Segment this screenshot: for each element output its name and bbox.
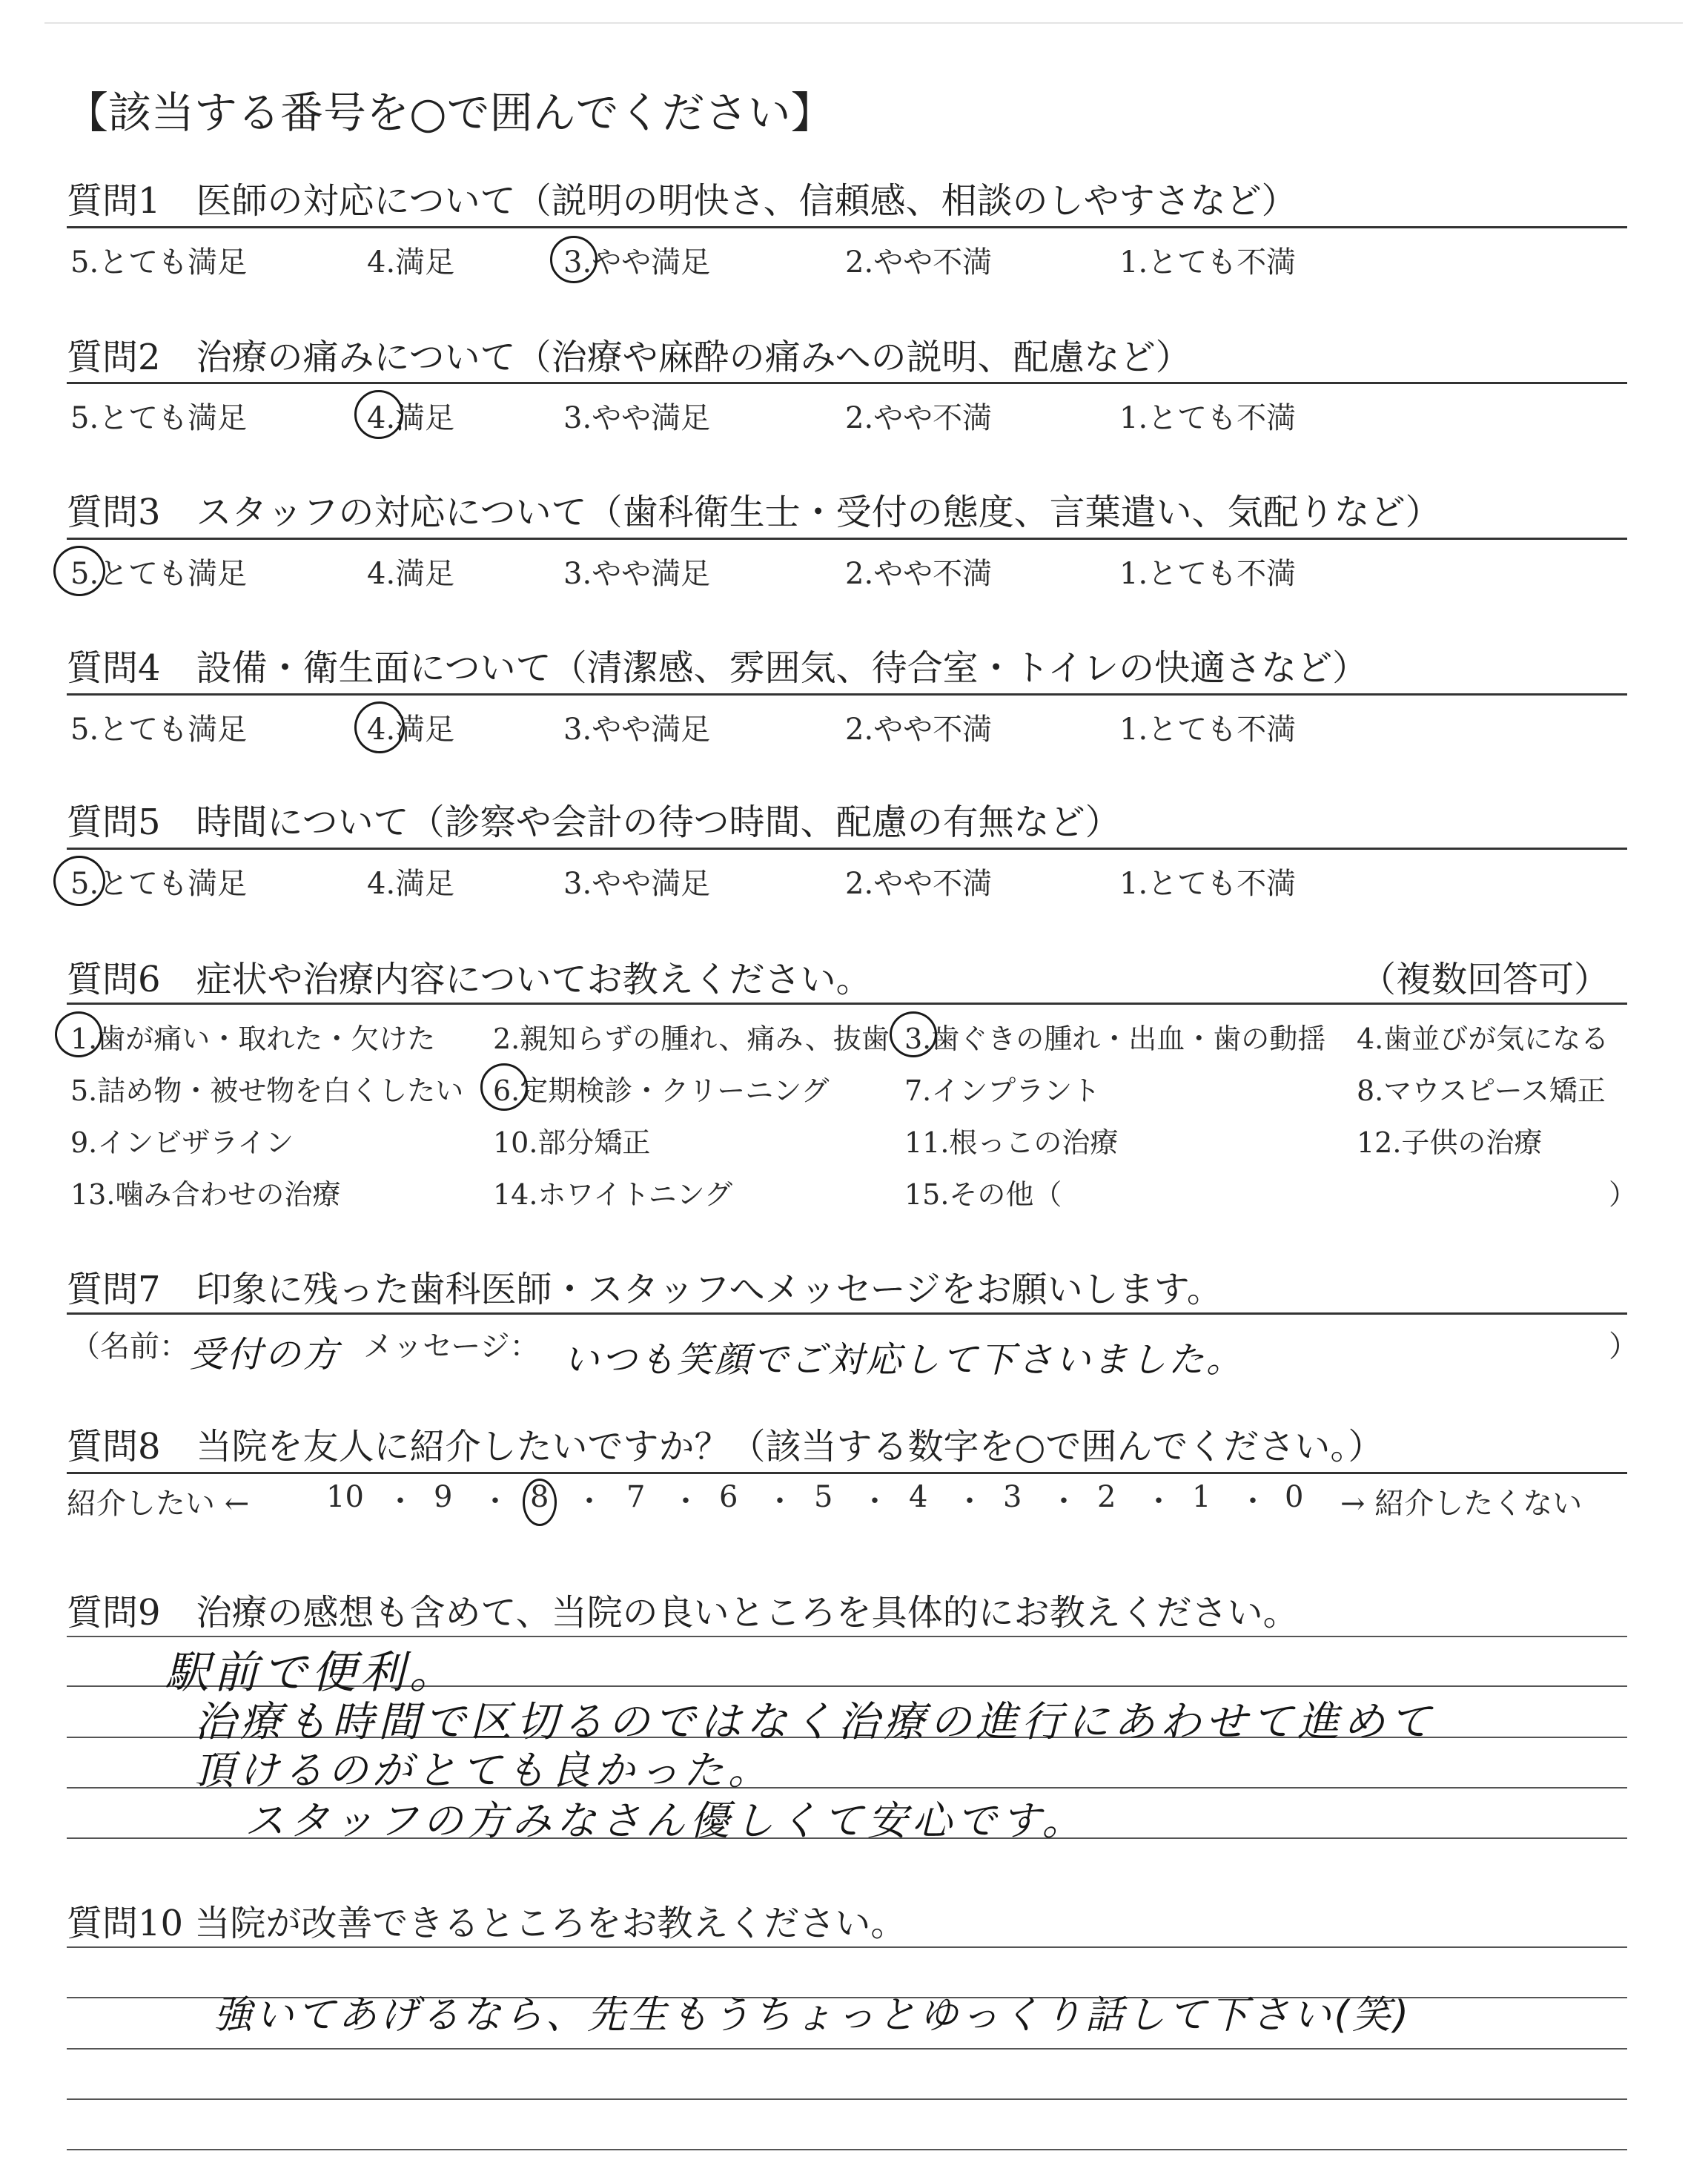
- q1-option-3[interactable]: 3.やや満足: [563, 245, 711, 280]
- question-2-title: 質問2 治療の痛みについて（治療や麻酔の痛みへの説明、配慮など）: [67, 337, 1191, 378]
- q3-option-3[interactable]: 3.やや満足: [563, 557, 711, 591]
- q9-answer-text-3[interactable]: 頂けるのがとても良かった。: [194, 1747, 772, 1794]
- q6-item-6[interactable]: 6.定期検診・クリーニング: [493, 1074, 830, 1107]
- q2-option-5[interactable]: 5.とても満足: [70, 401, 248, 435]
- question-5-title: 質問5 時間について（診察や会計の待つ時間、配慮の有無など）: [67, 802, 1121, 843]
- q6-item-4[interactable]: 4.歯並びが気になる: [1357, 1023, 1609, 1055]
- q6-item-15[interactable]: 15.その他（: [904, 1178, 1062, 1211]
- q8-scale-0[interactable]: 0: [1285, 1480, 1304, 1514]
- q6-item-11[interactable]: 11.根っこの治療: [904, 1126, 1119, 1159]
- q6-item-12[interactable]: 12.子供の治療: [1357, 1126, 1543, 1159]
- q3-selection-circle: [53, 546, 105, 596]
- q5-option-2[interactable]: 2.やや不満: [845, 867, 993, 901]
- q9-answer-text-2[interactable]: 治療も時間で区切るのではなく治療の進行にあわせて進めて: [194, 1698, 1435, 1746]
- q7-close-paren: ）: [1609, 1330, 1638, 1364]
- q10-answer-line: [67, 1946, 1627, 1948]
- q3-option-2[interactable]: 2.やや不満: [845, 557, 993, 591]
- question-1-title: 質問1 医師の対応について（説明の明快さ、信頼感、相談のしやすさなど）: [67, 180, 1297, 222]
- question-7-title: 質問7 印象に残った歯科医師・スタッフへメッセージをお願いします。: [67, 1269, 1222, 1310]
- page-heading: 【該当する番号を○で囲んでください】: [65, 87, 834, 138]
- q7-message-label: メッセージ：: [363, 1330, 540, 1364]
- q6-selection-circle-6: [480, 1063, 528, 1111]
- scan-top-edge: [44, 22, 1683, 24]
- q4-option-1[interactable]: 1.とても不満: [1119, 713, 1297, 747]
- q3-option-4[interactable]: 4.満足: [367, 557, 455, 591]
- q6-item-5[interactable]: 5.詰め物・被せ物を白くしたい: [70, 1074, 464, 1107]
- q4-option-2[interactable]: 2.やや不満: [845, 713, 993, 747]
- q8-selection-circle: [523, 1479, 557, 1526]
- q8-scale-5[interactable]: 5: [814, 1480, 833, 1514]
- q6-selection-circle-1: [55, 1011, 102, 1057]
- question-6-multi-note: （複数回答可）: [1360, 959, 1610, 1000]
- q2-selection-circle: [354, 390, 403, 439]
- question-8-title: 質問8 当院を友人に紹介したいですか？（該当する数字を○で囲んでください。）: [67, 1426, 1384, 1467]
- q8-scale-2[interactable]: 2: [1097, 1480, 1116, 1514]
- q5-option-1[interactable]: 1.とても不満: [1119, 867, 1297, 901]
- q7-name-value[interactable]: 受付の方: [189, 1334, 341, 1375]
- question-6-rule: [67, 1003, 1627, 1005]
- question-4-title: 質問4 設備・衛生面について（清潔感、雰囲気、待合室・トイレの快適さなど）: [67, 647, 1368, 689]
- q4-option-5[interactable]: 5.とても満足: [70, 713, 248, 747]
- q5-option-3[interactable]: 3.やや満足: [563, 867, 711, 901]
- q6-item-9[interactable]: 9.インビザライン: [70, 1126, 294, 1159]
- question-6-title: 質問6 症状や治療内容についてお教えください。: [67, 959, 872, 1000]
- q10-answer-line: [67, 2048, 1627, 2050]
- q9-answer-text-1[interactable]: 駅前で便利。: [165, 1647, 458, 1699]
- q8-scale-8[interactable]: 8: [530, 1480, 549, 1514]
- q5-selection-circle: [53, 856, 105, 906]
- q1-selection-circle: [550, 236, 598, 283]
- q5-option-5[interactable]: 5.とても満足: [70, 867, 248, 901]
- q4-option-3[interactable]: 3.やや満足: [563, 713, 711, 747]
- question-7-rule: [67, 1312, 1627, 1315]
- question-9-title: 質問9 治療の感想も含めて、当院の良いところを具体的にお教えください。: [67, 1592, 1299, 1634]
- q8-scale-6[interactable]: 6: [719, 1480, 738, 1514]
- q9-answer-text-4[interactable]: スタッフの方みなさん優しくて安心です。: [245, 1797, 1087, 1844]
- q6-item-2[interactable]: 2.親知らずの腫れ、痛み、抜歯: [493, 1023, 890, 1055]
- q8-dot-separator: ・: [1049, 1484, 1079, 1519]
- q6-item-13[interactable]: 13.噛み合わせの治療: [70, 1178, 341, 1211]
- question-8-rule: [67, 1472, 1627, 1474]
- q10-answer-line: [67, 2149, 1627, 2150]
- question-2-rule: [67, 382, 1627, 384]
- q5-option-4[interactable]: 4.満足: [367, 867, 455, 901]
- q6-item-8[interactable]: 8.マウスピース矯正: [1357, 1074, 1606, 1107]
- q1-option-5[interactable]: 5.とても満足: [70, 245, 248, 280]
- q8-scale-9[interactable]: 9: [434, 1480, 453, 1514]
- q4-selection-circle: [354, 701, 405, 753]
- q7-message-value[interactable]: いつも笑顔でご対応して下さいました。: [563, 1339, 1245, 1381]
- q6-item-14[interactable]: 14.ホワイトニング: [493, 1178, 733, 1211]
- q4-option-4[interactable]: 4.満足: [367, 713, 455, 747]
- q2-option-1[interactable]: 1.とても不満: [1119, 401, 1297, 435]
- q8-dot-separator: ・: [860, 1484, 890, 1519]
- q2-option-2[interactable]: 2.やや不満: [845, 401, 993, 435]
- q3-option-5[interactable]: 5.とても満足: [70, 557, 248, 591]
- q8-dot-separator: ・: [671, 1484, 701, 1519]
- q8-dot-separator: ・: [385, 1484, 415, 1519]
- question-3-title: 質問3 スタッフの対応について（歯科衛生士・受付の態度、言葉遣い、気配りなど）: [67, 492, 1441, 533]
- q3-option-1[interactable]: 1.とても不満: [1119, 557, 1297, 591]
- q6-item-3[interactable]: 3.歯ぐきの腫れ・出血・歯の動揺: [904, 1023, 1326, 1055]
- question-3-rule: [67, 538, 1627, 540]
- q1-option-2[interactable]: 2.やや不満: [845, 245, 993, 280]
- q7-name-label: （名前：: [70, 1330, 189, 1364]
- q1-option-1[interactable]: 1.とても不満: [1119, 245, 1297, 280]
- q8-right-label: → 紹介したくない: [1340, 1487, 1583, 1521]
- q8-scale-3[interactable]: 3: [1003, 1480, 1022, 1514]
- question-1-rule: [67, 226, 1627, 228]
- q6-item-15-close-paren: ）: [1609, 1178, 1638, 1211]
- q8-dot-separator: ・: [955, 1484, 984, 1519]
- q8-dot-separator: ・: [1238, 1484, 1268, 1519]
- question-5-rule: [67, 848, 1627, 850]
- q8-scale-4[interactable]: 4: [909, 1480, 928, 1514]
- q10-answer-line: [67, 2098, 1627, 2100]
- q10-answer-text-1[interactable]: 強いてあげるなら、先生もうちょっとゆっくり話して下さい(笑): [214, 1993, 1412, 2038]
- q8-scale-1[interactable]: 1: [1192, 1480, 1211, 1514]
- q8-left-label: 紹介したい ←: [67, 1487, 250, 1521]
- q8-dot-separator: ・: [575, 1484, 604, 1519]
- q6-selection-circle-3: [890, 1011, 937, 1057]
- q2-option-3[interactable]: 3.やや満足: [563, 401, 711, 435]
- q8-dot-separator: ・: [1144, 1484, 1174, 1519]
- q8-scale-10[interactable]: 10: [326, 1480, 364, 1514]
- q2-option-4[interactable]: 4.満足: [367, 401, 455, 435]
- q8-dot-separator: ・: [765, 1484, 795, 1519]
- question-10-title: 質問10 当院が改善できるところをお教えください。: [67, 1903, 907, 1944]
- q8-scale-7[interactable]: 7: [626, 1480, 646, 1514]
- q6-item-10[interactable]: 10.部分矯正: [493, 1126, 651, 1159]
- q6-item-1[interactable]: 1.歯が痛い・取れた・欠けた: [70, 1023, 436, 1055]
- question-4-rule: [67, 693, 1627, 696]
- q8-dot-separator: ・: [480, 1484, 510, 1519]
- q6-item-7[interactable]: 7.インプラント: [904, 1074, 1101, 1107]
- q1-option-4[interactable]: 4.満足: [367, 245, 455, 280]
